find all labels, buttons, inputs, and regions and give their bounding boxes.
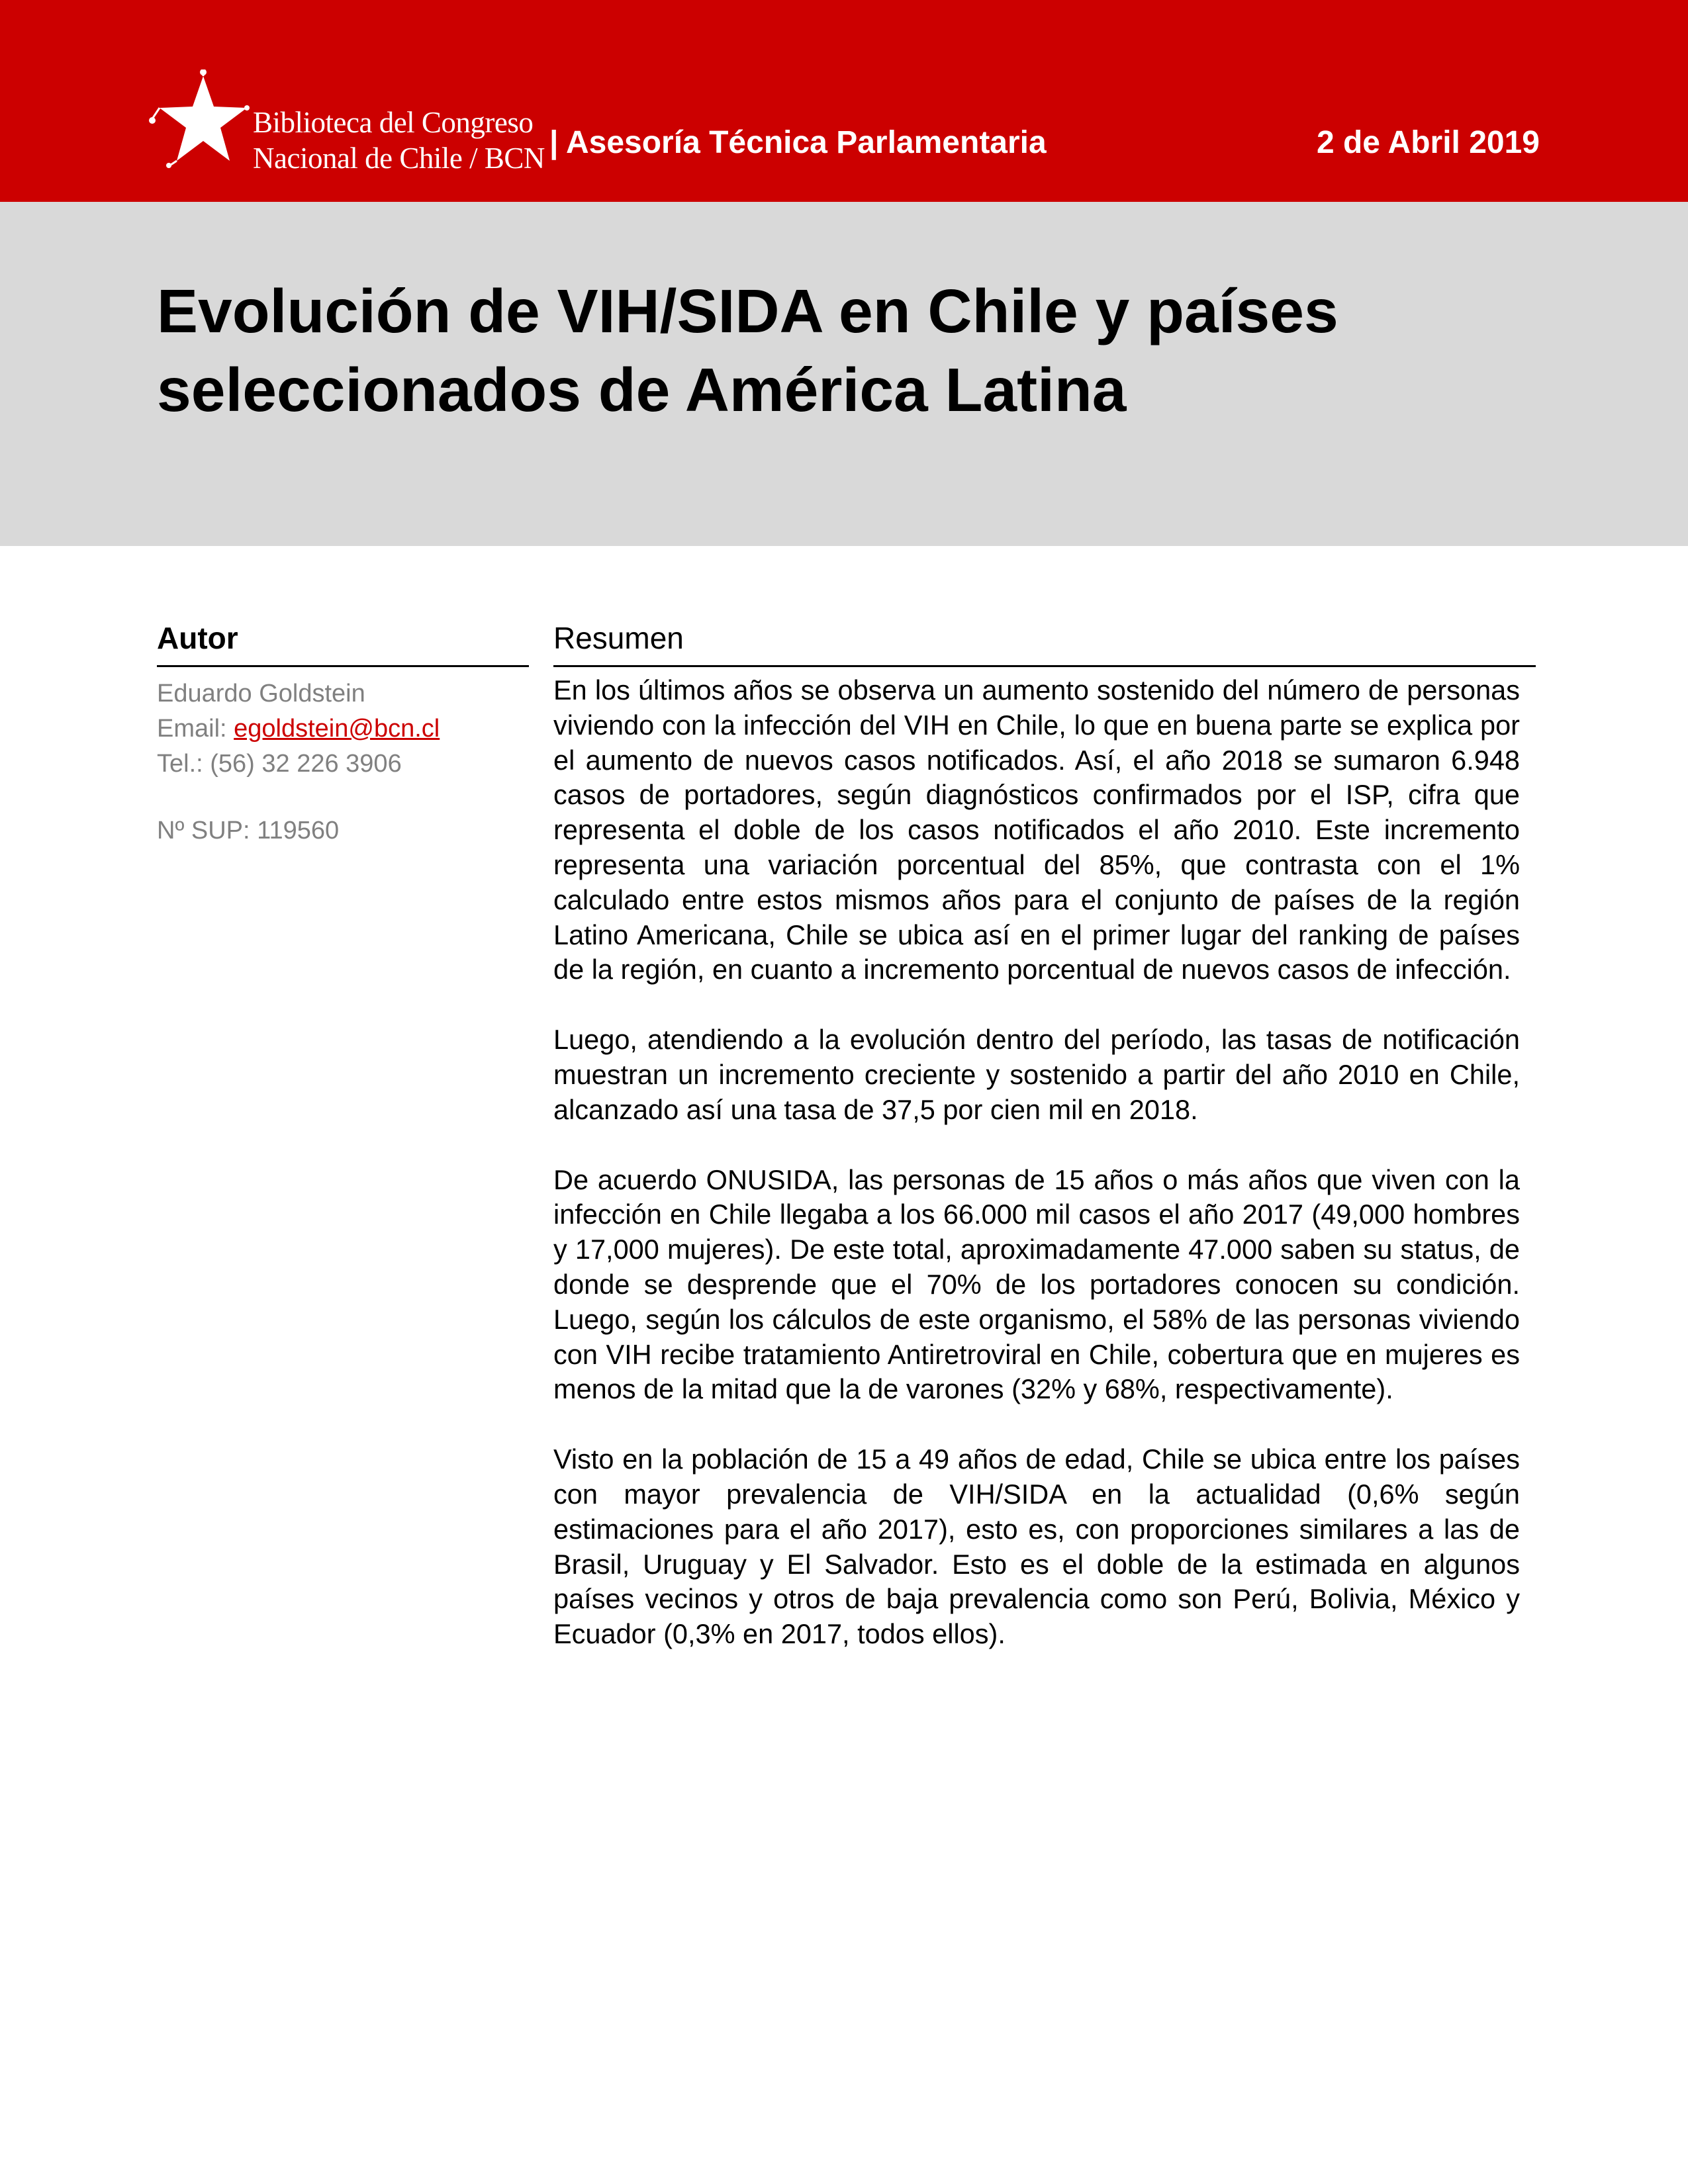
header-date: 2 de Abril 2019 <box>1316 125 1540 160</box>
section-label: | Asesoría Técnica Parlamentaria <box>549 125 1047 160</box>
sup-number: Nº SUP: 119560 <box>157 817 340 844</box>
title-line-1: Evolución de VIH/SIDA en Chile y países <box>157 277 1338 345</box>
author-sidebar <box>157 619 529 848</box>
logo-line-2: Nacional de Chile / BCN <box>253 142 545 175</box>
author-phone: Tel.: (56) 32 226 3906 <box>157 750 402 778</box>
summary-paragraph-3: De acuerdo ONUSIDA, las personas de 15 años o más años que viven con la infección en Chile llegaba a los 66.000 mil casos el año 2017 (49,000 hombres y 17,000 mujeres). De este total, aproximadamente 47.000 saben su status, de donde se desprende que el 70% de los portadores conocen su condición. Luego, según los cálculos de este organismo, el 58% de las personas viviendo con VIH recibe tratamiento Antiretroviral en Chile, cobertura que en mujeres es menos de la mitad que la de varones (32% y 68%, respectivamente). <box>553 1163 1520 1405</box>
summary-paragraph-2: Luego, atendiendo a la evolución dentro del período, las tasas de notificación muestran un incremento creciente y sostenido a partir del año 2010 en Chile, alcanzado así una tasa de 37,5 por cien mil en 2018. <box>553 1024 1520 1125</box>
summary-section <box>553 619 1536 1687</box>
summary-body <box>553 673 1520 1652</box>
document-title <box>157 272 1580 430</box>
logo-line-1: Biblioteca del Congreso <box>253 106 534 139</box>
email-label: Email: <box>157 715 227 743</box>
bcn-star-logo-icon <box>149 69 258 169</box>
author-email-row <box>157 711 529 747</box>
logo-wordmark <box>253 105 545 176</box>
author-heading: Autor <box>157 619 529 667</box>
email-link[interactable]: egoldstein@bcn.cl <box>234 715 440 743</box>
summary-heading: Resumen <box>553 619 1536 667</box>
title-line-2: seleccionados de América Latina <box>157 355 1127 424</box>
header-bar <box>0 0 1688 202</box>
author-name: Eduardo Goldstein <box>157 680 365 707</box>
author-info <box>157 676 529 782</box>
summary-paragraph-4: Visto en la población de 15 a 49 años de edad, Chile se ubica entre los países con mayor prevalencia de VIH/SIDA en la actualidad (0,6% según estimaciones para el año 2017), esto es, con proporciones similares a las de Brasil, Uruguay y El Salvador. Esto es el doble de la estimada en algunos países vecinos y otros de baja prevalencia como son Perú, Bolivia, México y Ecuador (0,3% en 2017, todos ellos). <box>553 1443 1520 1650</box>
summary-paragraph-1: En los últimos años se observa un aumento sostenido del número de personas viviendo con la infección del VIH en Chile, lo que en buena parte se explica por el aumento de nuevos casos notificados. Así, el año 2018 se sumaron 6.948 casos de portadores, según diagnósticos confirmados por el ISP, cifra que representa el doble de los casos notificados el año 2010. Este incremento representa una variación porcentual del 85%, que contrasta con el 1% calculado entre estos mismos años para el conjunto de países de la región Latino Americana, Chile se ubica así en el primer lugar del ranking de países de la región, en cuanto a incremento porcentual de nuevos casos de infección. <box>553 674 1520 985</box>
